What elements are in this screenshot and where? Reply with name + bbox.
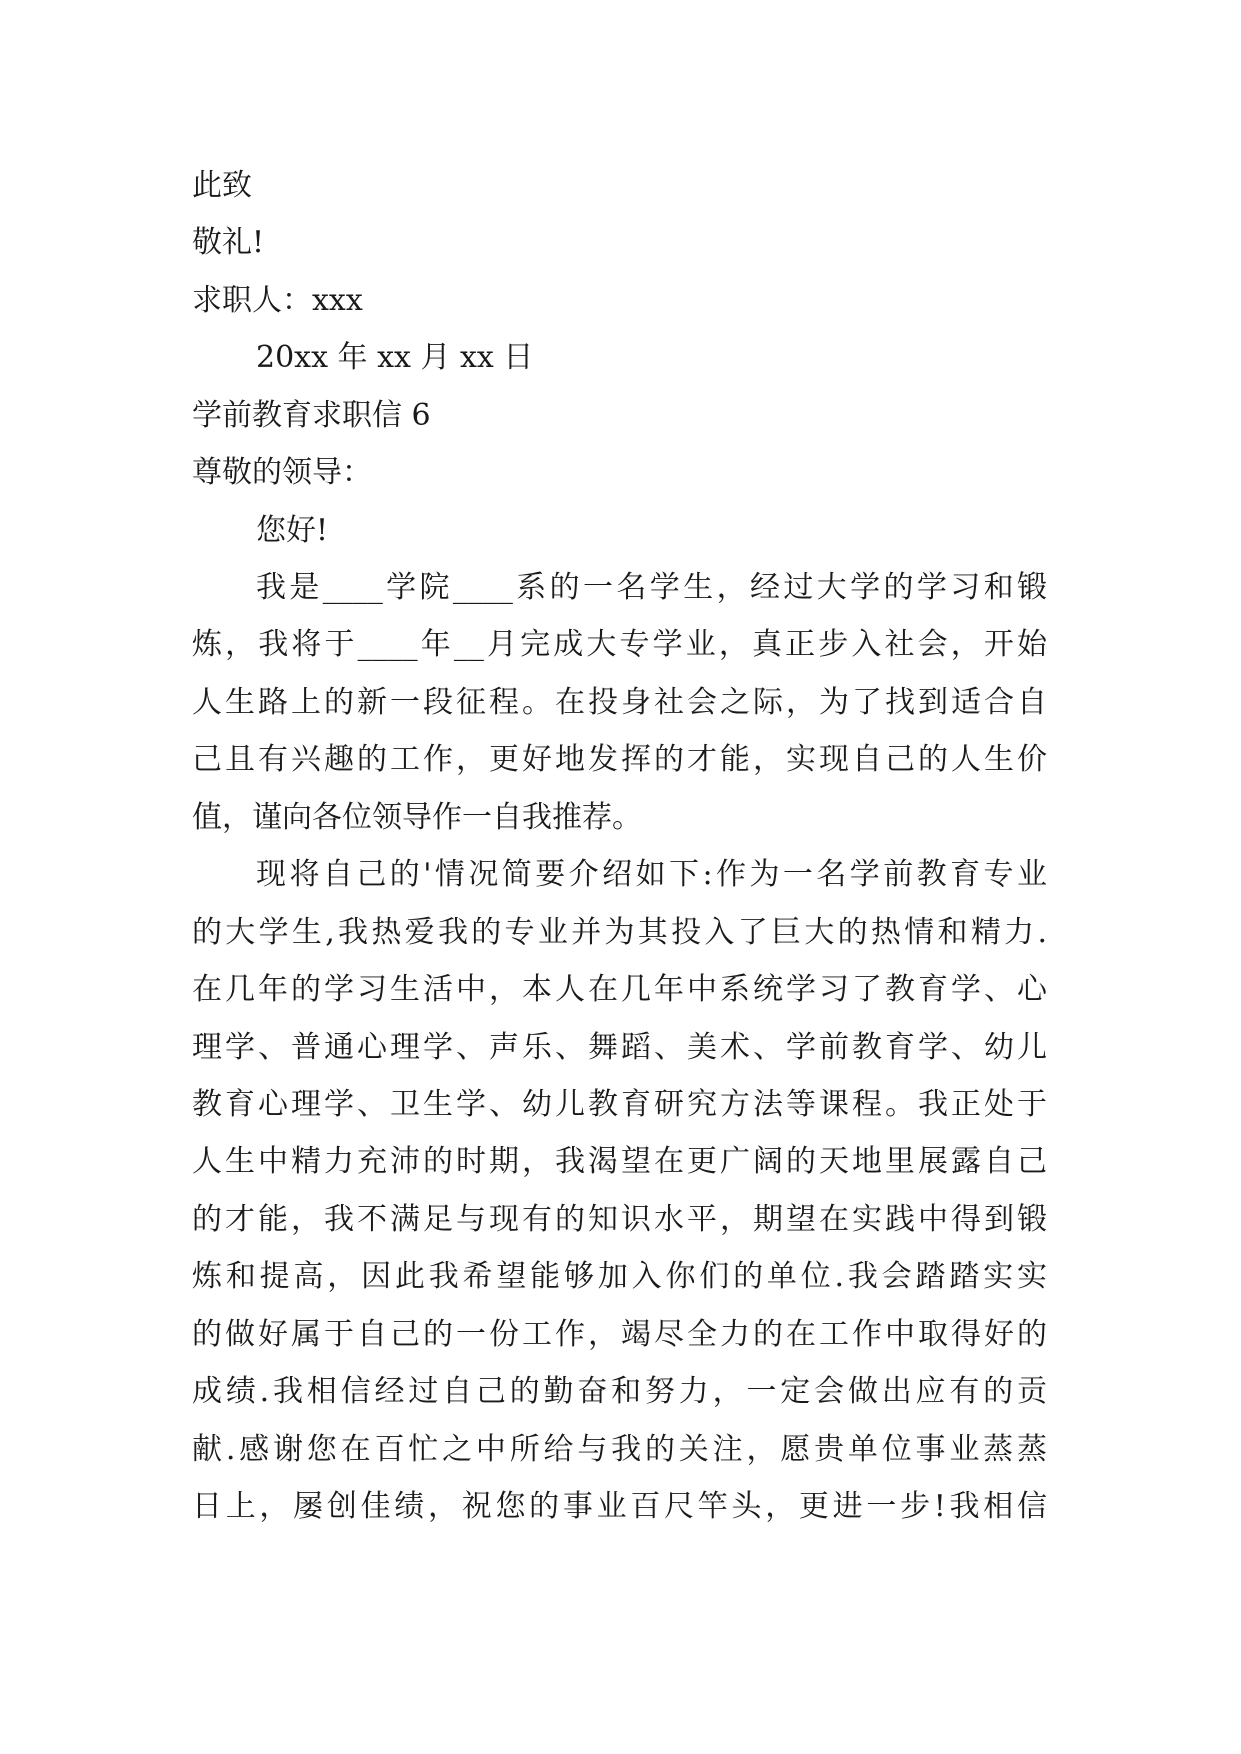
paragraph-2-line: 成绩.我相信经过自己的勤奋和努力，一定会做出应有的贡 bbox=[192, 1374, 1047, 1409]
paragraph-2-line: 人生中精力充沛的时期，我渴望在更广阔的天地里展露自己 bbox=[192, 1144, 1047, 1179]
paragraph-2-line: 在几年的学习生活中，本人在几年中系统学习了教育学、心 bbox=[192, 972, 1047, 1007]
paragraph-2-line: 教育心理学、卫生学、幼儿教育研究方法等课程。我正处于 bbox=[192, 1087, 1047, 1122]
paragraph-1-line: 炼，我将于____年__月完成大专学业，真正步入社会，开始 bbox=[192, 627, 1047, 662]
salutation: 尊敬的领导： bbox=[192, 455, 372, 490]
greeting: 您好! bbox=[256, 513, 329, 548]
paragraph-2-line: 的大学生,我热爱我的专业并为其投入了巨大的热情和精力. bbox=[192, 915, 1047, 950]
paragraph-1-line: 人生路上的新一段征程。在投身社会之际，为了找到适合自 bbox=[192, 685, 1047, 720]
signer-line: 求职人：xxx bbox=[192, 283, 363, 318]
paragraph-2-line: 理学、普通心理学、声乐、舞蹈、美术、学前教育学、幼儿 bbox=[192, 1030, 1047, 1065]
section-title: 学前教育求职信 6 bbox=[192, 398, 431, 433]
paragraph-2-line: 献.感谢您在百忙之中所给与我的关注，愿贵单位事业蒸蒸 bbox=[192, 1432, 1047, 1467]
closing-line-1: 此致 bbox=[192, 168, 252, 203]
paragraph-2-line: 现将自己的'情况简要介绍如下:作为一名学前教育专业 bbox=[256, 857, 1047, 892]
paragraph-1-line: 己且有兴趣的工作，更好地发挥的才能，实现自己的人生价 bbox=[192, 742, 1047, 777]
paragraph-2-line: 的做好属于自己的一份工作，竭尽全力的在工作中取得好的 bbox=[192, 1317, 1047, 1352]
paragraph-2-line: 炼和提高，因此我希望能够加入你们的单位.我会踏踏实实 bbox=[192, 1259, 1047, 1294]
paragraph-1-line: 我是____学院____系的一名学生，经过大学的学习和锻 bbox=[256, 570, 1047, 605]
date-line: 20xx 年 xx 月 xx 日 bbox=[256, 340, 534, 375]
paragraph-2-line: 日上，屡创佳绩，祝您的事业百尺竿头，更进一步!我相信 bbox=[192, 1489, 1047, 1524]
closing-line-2: 敬礼! bbox=[192, 225, 265, 260]
paragraph-2-line: 的才能，我不满足与现有的知识水平，期望在实践中得到锻 bbox=[192, 1202, 1047, 1237]
paragraph-1-line: 值，谨向各位领导作一自我推荐。 bbox=[192, 800, 642, 835]
